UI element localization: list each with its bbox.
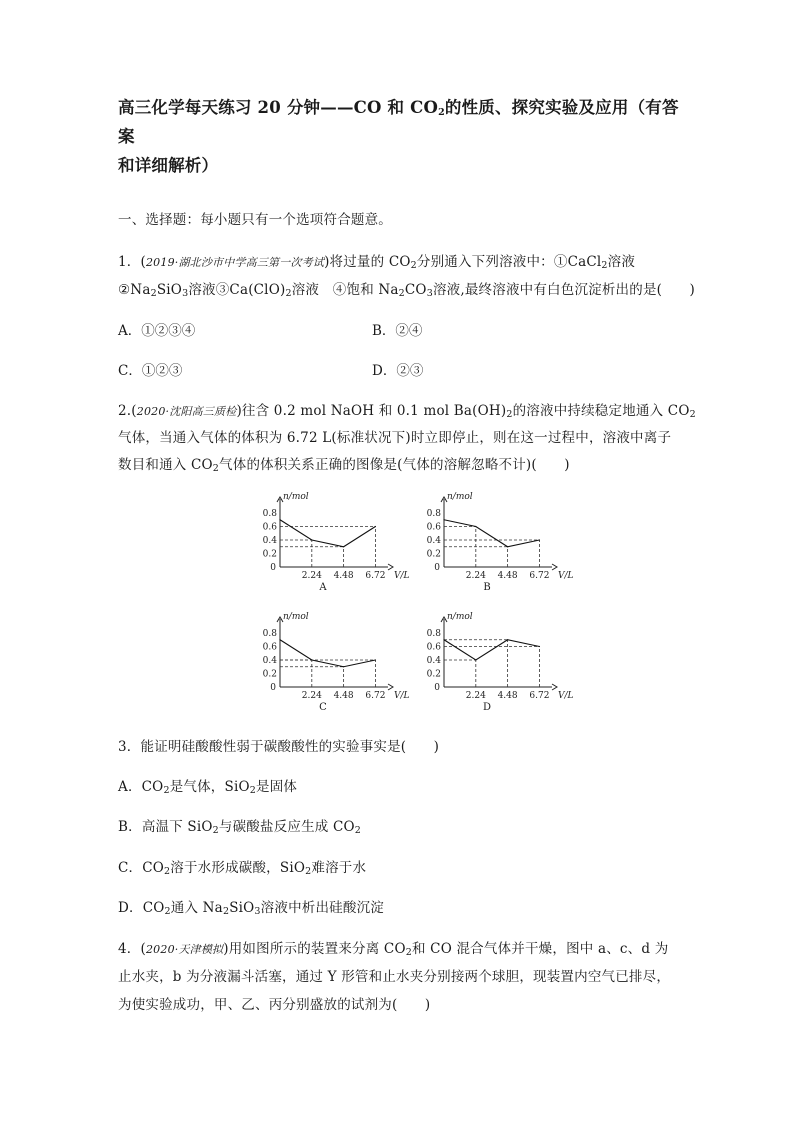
graph-a bbox=[258, 492, 410, 593]
q4-stem-line3: 为使实验成功，甲、乙、丙分别盛放的试剂为( ) bbox=[118, 997, 431, 1013]
y-tick-label: 0.2 bbox=[262, 669, 277, 680]
graph-a-svg bbox=[258, 492, 410, 581]
data-point bbox=[539, 539, 540, 540]
data-point bbox=[375, 659, 376, 660]
x-tick-label: 6.72 bbox=[529, 571, 550, 581]
y-tick-label: 0.4 bbox=[426, 656, 441, 666]
q4-stem-line2: 止水夹，b 为分液漏斗活塞，通过 Y 形管和止水夹分别接两个球胆，现装置内空气已排尽， bbox=[118, 969, 671, 985]
q2-stem-line1: 2.(2020·沈阳高三质检)往含 0.2 mol NaOH 和 0.1 mol $Ba(OH)_2$的溶液中持续稳定地通入 $CO_2$ bbox=[118, 403, 696, 420]
data-point bbox=[343, 666, 344, 667]
x-axis-arrow bbox=[388, 564, 393, 570]
y-tick-label: 0.6 bbox=[426, 642, 441, 653]
graph-d-label: D bbox=[482, 702, 492, 713]
data-point bbox=[443, 639, 444, 640]
data-point bbox=[343, 546, 344, 547]
data-point bbox=[475, 659, 476, 660]
series-line bbox=[280, 640, 375, 667]
x-tick-label: 2.24 bbox=[301, 691, 322, 701]
q3-stem: 3．能证明硅酸酸性弱于碳酸酸性的实验事实是( ) bbox=[118, 739, 440, 755]
x-tick-label: 6.72 bbox=[365, 691, 386, 701]
x-tick-label: 6.72 bbox=[365, 571, 386, 581]
q4-stem-line1: 4．(2020·天津模拟)用如图所示的装置来分离 $CO_2$和 CO 混合气体并干燥，图中 a、c、d 为 bbox=[118, 941, 669, 958]
q1-option-d: D．②③ bbox=[372, 363, 424, 379]
question-source: 2020·沈阳高三质检 bbox=[136, 405, 237, 418]
x-tick-label: 4.48 bbox=[497, 571, 518, 581]
origin-label: 0 bbox=[434, 683, 440, 693]
data-point bbox=[443, 519, 444, 520]
x-axis-title: V/L bbox=[558, 691, 574, 701]
y-tick-label: 0.6 bbox=[262, 642, 277, 653]
question-source: 2019·湖北沙市中学高三第一次考试 bbox=[145, 256, 325, 269]
x-axis-title: V/L bbox=[394, 691, 410, 701]
data-point bbox=[507, 546, 508, 547]
y-tick-label: 0.4 bbox=[262, 536, 277, 546]
y-axis-title: n/mol bbox=[447, 492, 473, 502]
graph-b-label: B bbox=[483, 582, 491, 593]
x-tick-label: 6.72 bbox=[529, 691, 550, 701]
q1-option-c: C．①②③ bbox=[118, 363, 183, 379]
q3-option-c: C．$CO_2$溶于水形成碳酸，SiO$_2$难溶于水 bbox=[118, 860, 367, 877]
data-point bbox=[279, 519, 280, 520]
y-tick-label: 0.2 bbox=[262, 549, 277, 560]
origin-label: 0 bbox=[270, 683, 276, 693]
y-tick-label: 0.4 bbox=[262, 656, 277, 666]
graph-c-svg bbox=[258, 612, 410, 701]
x-tick-label: 2.24 bbox=[301, 571, 322, 581]
origin-label: 0 bbox=[270, 563, 276, 573]
data-point bbox=[507, 639, 508, 640]
q1-option-b: B．②④ bbox=[372, 323, 423, 339]
q3-option-a: A．$CO_2$是气体，SiO$_2$是固体 bbox=[118, 779, 298, 796]
graph-d-svg bbox=[422, 612, 574, 701]
y-axis-title: n/mol bbox=[283, 612, 309, 622]
y-tick-label: 0.2 bbox=[426, 549, 441, 560]
x-axis-arrow bbox=[552, 564, 557, 570]
q3-option-d: D．$CO_2$通入 $Na_2SiO_3$溶液中析出硅酸沉淀 bbox=[118, 900, 384, 917]
series-line bbox=[444, 520, 539, 547]
x-axis-arrow bbox=[388, 684, 393, 690]
origin-label: 0 bbox=[434, 563, 440, 573]
y-tick-label: 0.8 bbox=[426, 629, 441, 639]
y-tick-label: 0.8 bbox=[262, 509, 277, 519]
data-point bbox=[311, 659, 312, 660]
subscript: 2 bbox=[438, 107, 445, 118]
y-tick-label: 0.8 bbox=[426, 509, 441, 519]
title-text: 和详细解析） bbox=[118, 156, 219, 175]
y-tick-label: 0.2 bbox=[426, 669, 441, 680]
graph-d bbox=[422, 612, 574, 713]
q1-option-a: A．①②③④ bbox=[118, 323, 196, 339]
graph-a-label: A bbox=[319, 582, 327, 593]
x-axis-arrow bbox=[552, 684, 557, 690]
question-source: 2020·天津模拟 bbox=[145, 943, 224, 956]
x-axis-title: V/L bbox=[558, 571, 574, 581]
x-axis-title: V/L bbox=[394, 571, 410, 581]
q1-stem-line2: $②Na_2SiO_3$溶液$③Ca(ClO)_2$溶液 ④饱和 $Na_2CO_3$溶液,最终溶液中有白色沉淀析出的是( ) bbox=[118, 282, 695, 299]
y-axis-title: n/mol bbox=[283, 492, 309, 502]
y-axis-title: n/mol bbox=[447, 612, 473, 622]
x-tick-label: 2.24 bbox=[465, 571, 486, 581]
y-tick-label: 0.6 bbox=[426, 522, 441, 533]
series-line bbox=[280, 520, 375, 547]
x-tick-label: 4.48 bbox=[497, 691, 518, 701]
x-tick-label: 4.48 bbox=[333, 691, 354, 701]
data-point bbox=[279, 639, 280, 640]
data-point bbox=[311, 539, 312, 540]
x-tick-label: 4.48 bbox=[333, 571, 354, 581]
graph-b-svg bbox=[422, 492, 574, 581]
series-line bbox=[444, 640, 539, 660]
y-tick-label: 0.6 bbox=[262, 522, 277, 533]
q1-stem-line1: 1．(2019·湖北沙市中学高三第一次考试)将过量的 $CO_2$分别通入下列溶液中：①CaCl$_2$溶液 bbox=[118, 254, 636, 271]
q2-stem-line2: 气体，当通入气体的体积为 6.72 L(标准状况下)时立即停止，则在这一过程中，溶液中离子 bbox=[118, 430, 672, 446]
title-text: 的性质、探究实验及应用（有答案 bbox=[118, 98, 679, 146]
title-text: 高三化学每天练习 20 分钟——CO 和 CO bbox=[118, 98, 439, 117]
graph-c bbox=[258, 612, 410, 713]
q3-option-b: B．高温下 SiO$_2$与碳酸盐反应生成 $CO_2$ bbox=[118, 819, 362, 836]
y-tick-label: 0.8 bbox=[262, 629, 277, 639]
q2-stem-line3: 数目和通入 $CO_2$气体的体积关系正确的图像是(气体的溶解忽略不计)( ) bbox=[118, 457, 570, 474]
data-point bbox=[475, 526, 476, 527]
document-title bbox=[118, 93, 688, 180]
data-point bbox=[375, 526, 376, 527]
graph-c-label: C bbox=[319, 702, 327, 713]
data-point bbox=[539, 646, 540, 647]
section-heading: 一、选择题：每小题只有一个选项符合题意。 bbox=[118, 212, 392, 228]
graph-b bbox=[422, 492, 574, 593]
x-tick-label: 2.24 bbox=[465, 691, 486, 701]
y-tick-label: 0.4 bbox=[426, 536, 441, 546]
